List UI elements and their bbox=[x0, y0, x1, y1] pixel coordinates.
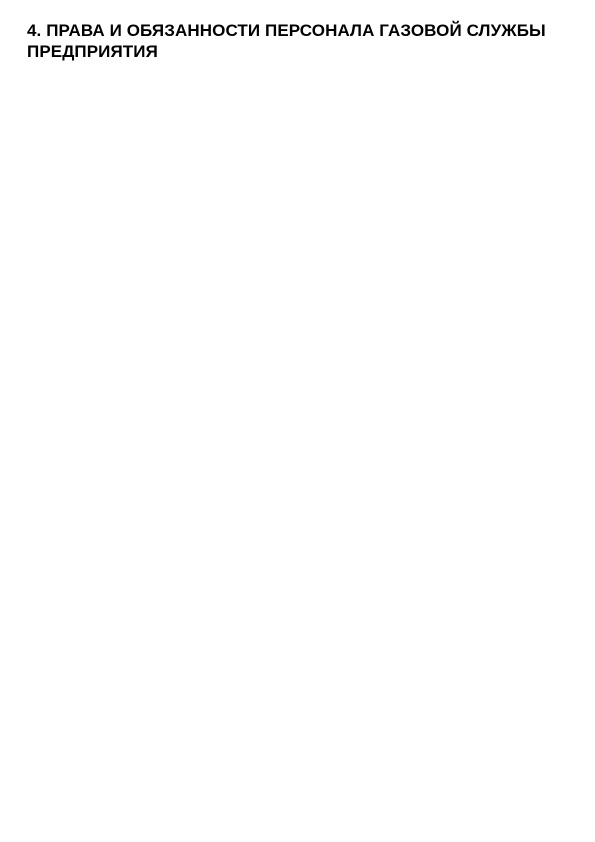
paragraph bbox=[27, 127, 572, 136]
paragraph bbox=[27, 355, 572, 364]
paragraph bbox=[27, 165, 572, 174]
paragraph bbox=[27, 203, 572, 212]
paragraph bbox=[27, 89, 572, 98]
paragraph bbox=[27, 146, 572, 155]
paragraph bbox=[27, 393, 572, 402]
document-body bbox=[27, 70, 572, 678]
paragraph bbox=[27, 621, 572, 630]
paragraph bbox=[27, 260, 572, 269]
paragraph bbox=[27, 298, 572, 307]
paragraph bbox=[27, 507, 572, 516]
paragraph bbox=[27, 545, 572, 554]
paragraph bbox=[27, 412, 572, 421]
paragraph bbox=[27, 317, 572, 326]
paragraph bbox=[27, 526, 572, 535]
paragraph bbox=[27, 222, 572, 231]
paragraph bbox=[27, 469, 572, 478]
paragraph bbox=[27, 659, 572, 668]
paragraph bbox=[27, 241, 572, 250]
paragraph bbox=[27, 70, 572, 79]
paragraph bbox=[27, 640, 572, 649]
paragraph bbox=[27, 374, 572, 383]
paragraph bbox=[27, 564, 572, 573]
paragraph bbox=[27, 431, 572, 440]
paragraph bbox=[27, 184, 572, 193]
paragraph bbox=[27, 583, 572, 592]
paragraph bbox=[27, 279, 572, 288]
paragraph bbox=[27, 602, 572, 611]
paragraph bbox=[27, 108, 572, 117]
paragraph bbox=[27, 450, 572, 459]
page-title: 4. ПРАВА И ОБЯЗАННОСТИ ПЕРСОНАЛА ГАЗОВОЙ СЛУЖБЫ ПРЕДПРИЯТИЯ bbox=[27, 21, 546, 61]
paragraph bbox=[27, 488, 572, 497]
paragraph bbox=[27, 336, 572, 345]
